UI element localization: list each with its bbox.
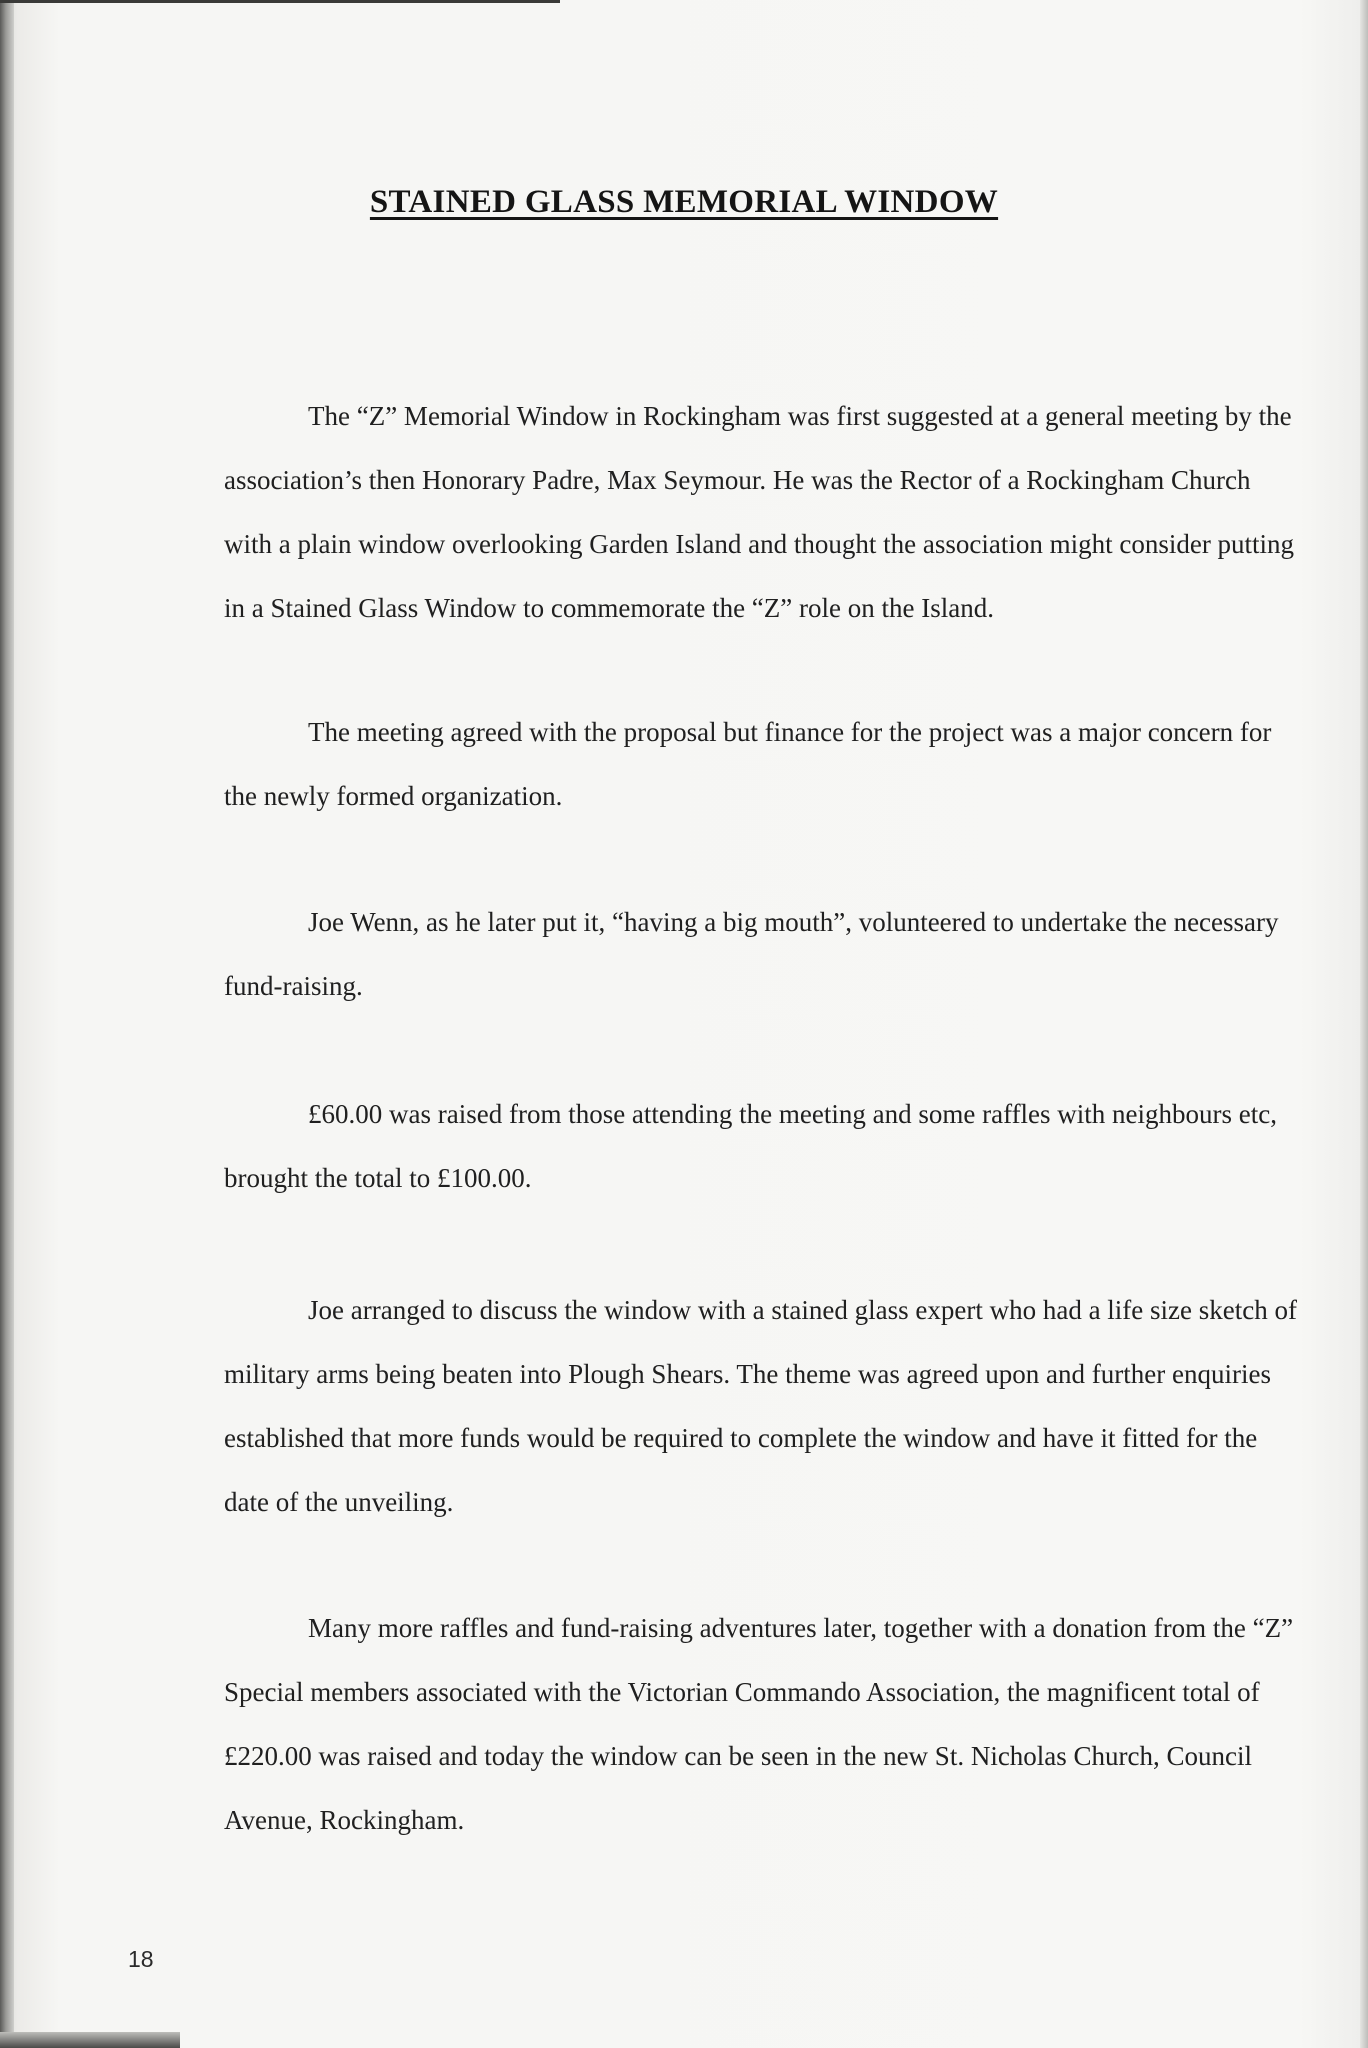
- top-edge-line: [0, 0, 560, 3]
- paragraph-meeting-agreement: The meeting agreed with the proposal but finance for the project was a major concern for the newly formed organization.: [224, 717, 1272, 811]
- page-edge: [1360, 0, 1368, 2048]
- paragraph-fundraising-volunteer: Joe Wenn, as he later put it, “having a big mouth”, volunteered to undertake the necessary fund-raising.: [224, 907, 1279, 1001]
- page-binding-shadow: [0, 0, 14, 2048]
- paragraph-funds-raised: £60.00 was raised from those attending the meeting and some raffles with neighbours etc, brought the total to £100.00.: [224, 1099, 1278, 1193]
- bottom-edge-shadow: [0, 2032, 180, 2048]
- paragraph-window-design: Joe arranged to discuss the window with a stained glass expert who had a life size sketch of military arms being beaten into Plough Shears. The theme was agreed upon and further enquiries established that more funds would be required to complete the window and have it fitted for the date of the unveiling.: [224, 1295, 1297, 1517]
- page-number: 18: [128, 1946, 154, 1972]
- paragraph-final-total: Many more raffles and fund-raising adventures later, together with a donation from the “Z” Special members associated with the Victorian Commando Association, the magnificent total of £220.00 was raised and today the window can be seen in the new St. Nicholas Church, Council Avenue, Rockingham.: [224, 1613, 1294, 1835]
- paragraph-memorial-suggestion: The “Z” Memorial Window in Rockingham was first suggested at a general meeting by the association’s then Honorary Padre, Max Seymour. He was the Rector of a Rockingham Church with a plain window overlooking Garden Island and thought the association might consider putting in a Stained Glass Window to commemorate the “Z” role on the Island.: [224, 401, 1295, 623]
- page-title: STAINED GLASS MEMORIAL WINDOW: [369, 184, 999, 220]
